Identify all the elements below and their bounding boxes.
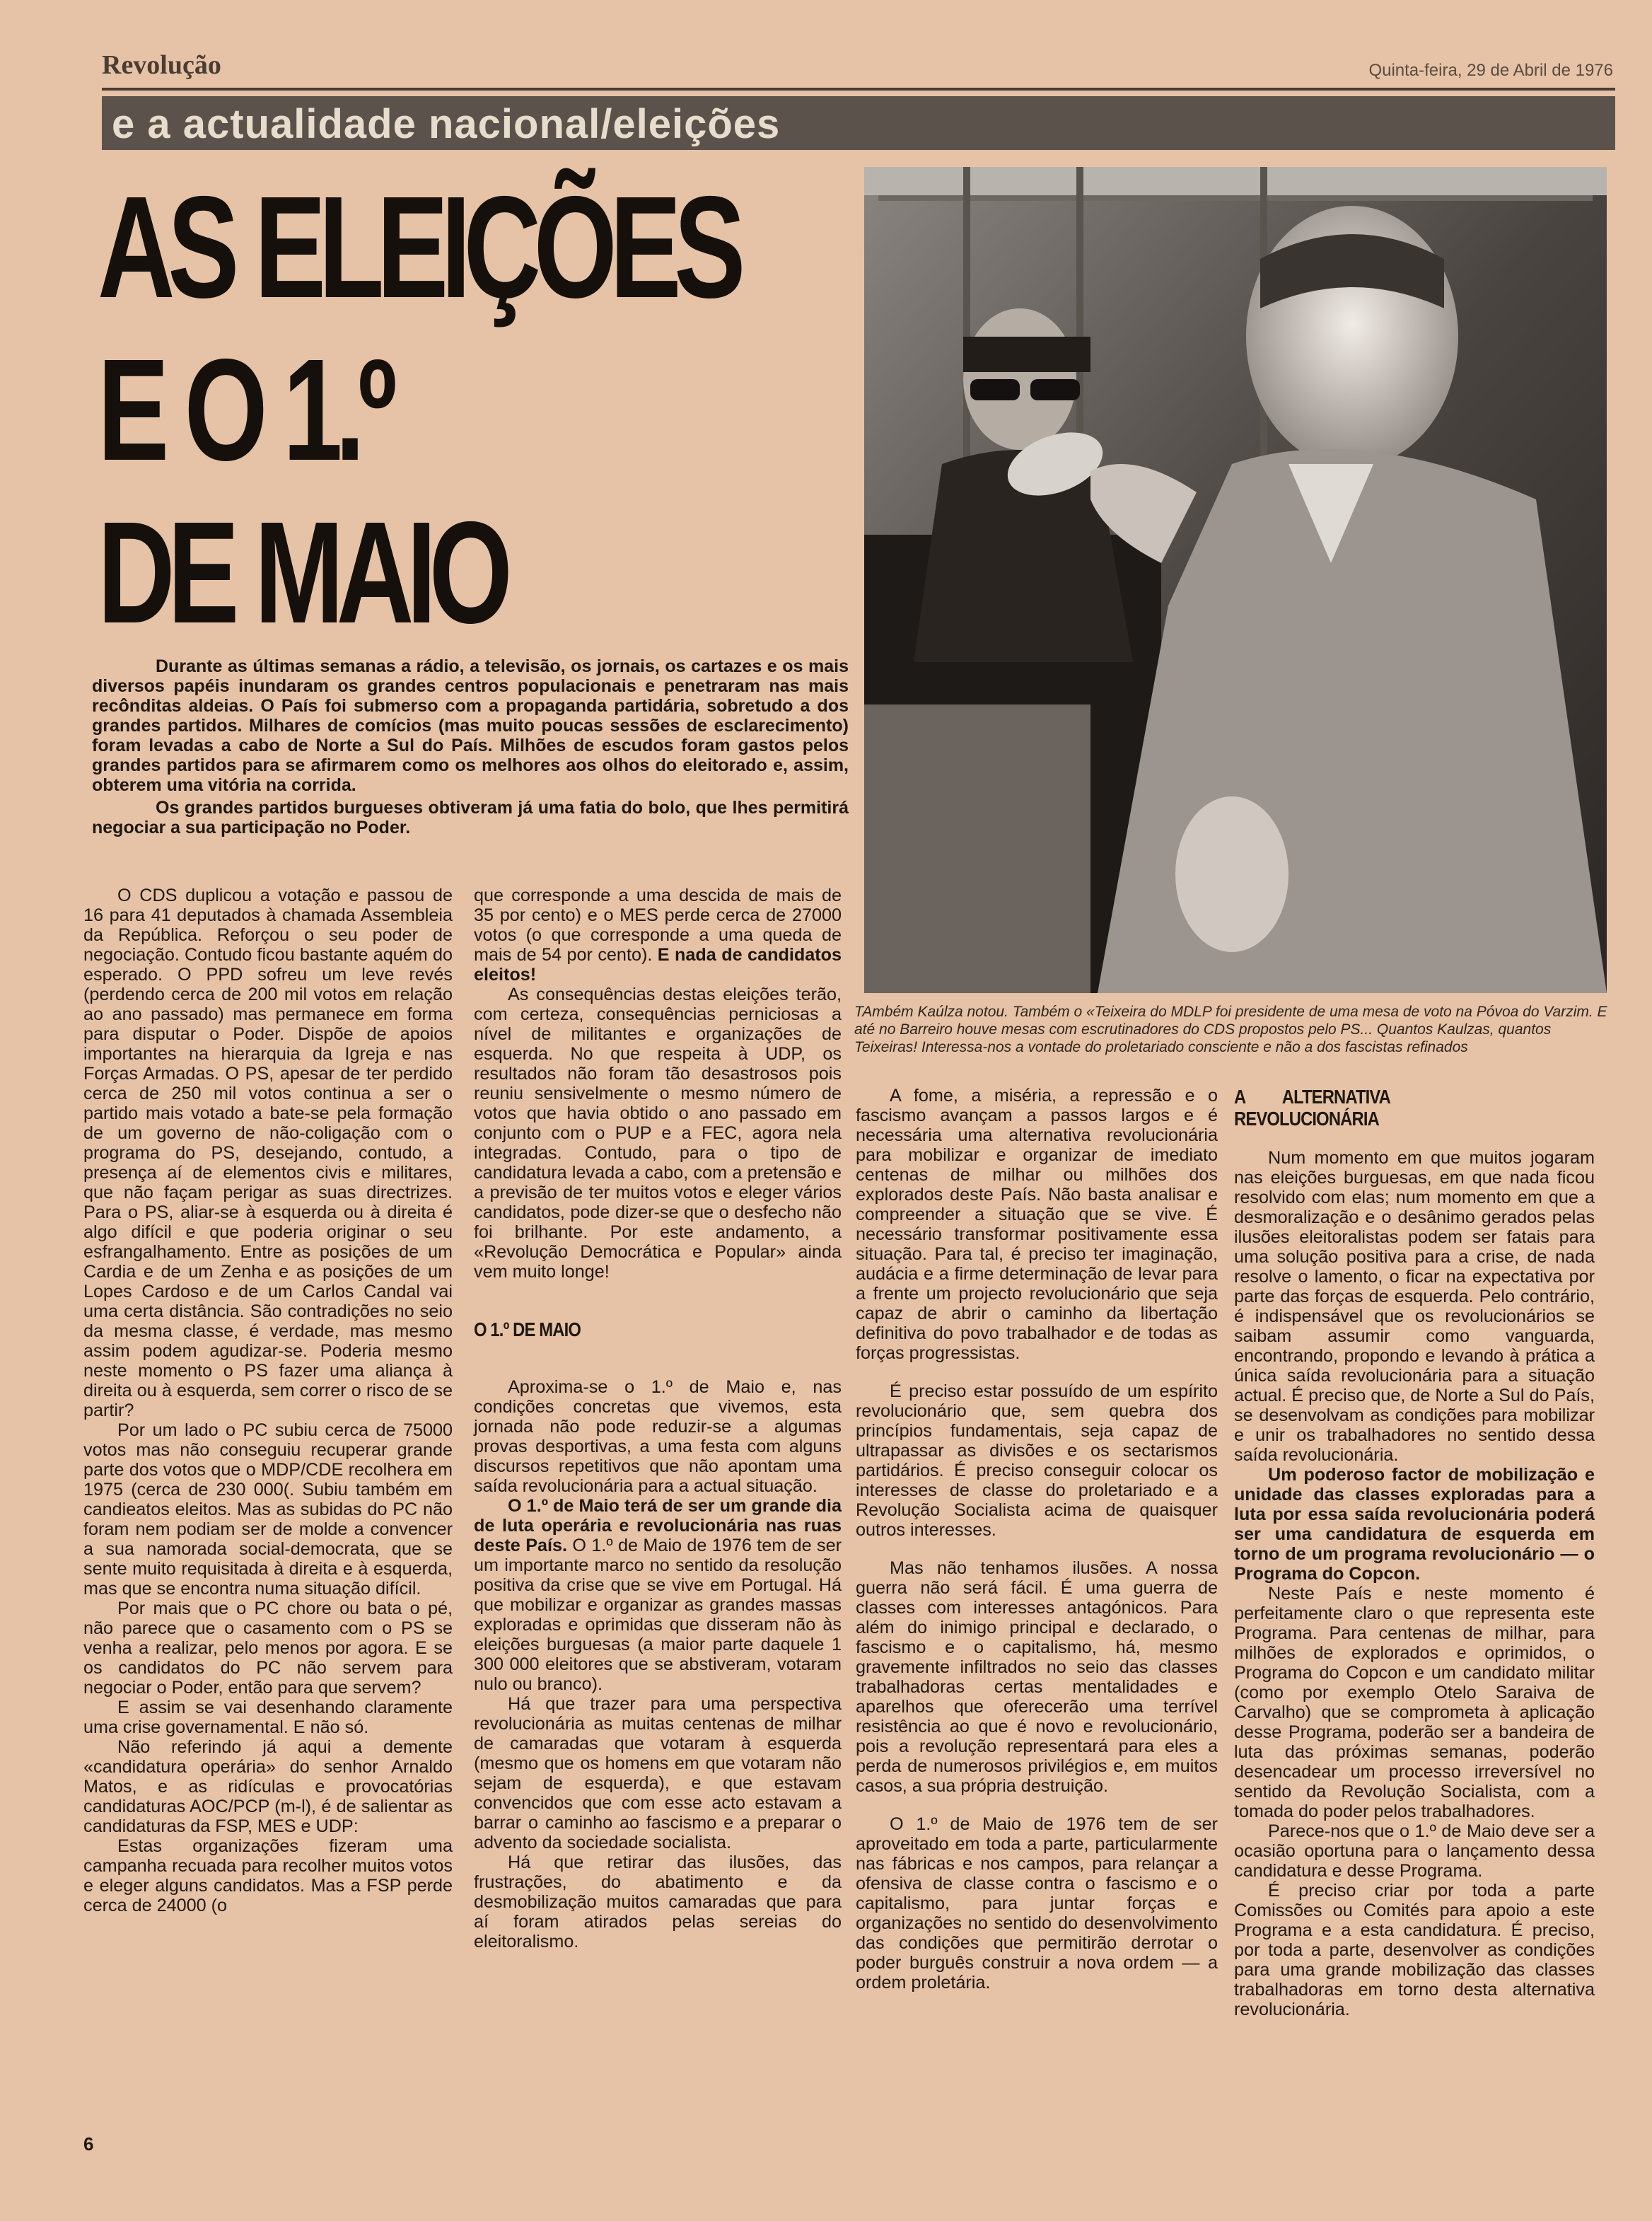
emphasis-text: E nada de candidatos eleitos!: [474, 945, 842, 985]
paragraph: Estas organizações fizeram uma campanha recuada para recolher muitos votos e eleger alguns candidatos. Mas a FSP perde cerca de 24000 (o: [83, 1836, 453, 1915]
headline-line-2: E O 1.º: [98, 329, 390, 491]
paragraph: E assim se vai desenhando claramente uma crise governamental. E não só.: [83, 1698, 453, 1737]
issue-date: Quinta-feira, 29 de Abril de 1976: [1368, 61, 1613, 80]
paragraph-text: O 1.º de Maio de 1976 tem de ser um importante marco no sentido da resolução positiva da crise que se vive em Portugal. Há que mobilizar e organizar as grandes massas exploradas e oprimidas que disseram não às eleições burguesas (a maior parte daquele 1 300 000 eleitores que se abstiveram, votaram nulo ou branco).: [474, 1536, 842, 1694]
page-number: 6: [83, 2133, 94, 2155]
lead-paragraph: Durante as últimas semanas a rádio, a televisão, os jornais, os cartazes e os mais diversos papéis inundaram os grandes centros populacionais e penetraram nas mais recônditas aldeias. O País foi submerso com a propaganda partidária, sobretudo a dos grandes partidos. Milhares de comícios (mas muito poucas sessões de esclarecimento) foram levadas a cabo de Norte a Sul do País. Milhões de escudos foram gastos pelos grandes partidos para se afirmarem como os melhores aos olhos do eleitorado e, assim, obterem uma vitória na corrida.: [92, 656, 849, 795]
paragraph: As consequências destas eleições terão, com certeza, consequências perniciosas a nível de militantes e organizações de esquerda. No que respeita à UDP, os resultados não foram tão desastrosos pois reuniu sensivelmente o mesmo número de votos que havia obtido o ano passado em conjunto com o PUP e a FEC, agora nela integradas. Contudo, para o tipo de candidatura levada a cabo, com a pretensão e a previsão de ter muitos votos e eleger vários candidatos, pode dizer-se que o desfecho não foi brilhante. Por este andamento, a «Revolução Democrática e Popular» ainda vem muito longe!: [474, 985, 842, 1282]
section-banner: [102, 96, 1615, 150]
header-rule: [102, 88, 1615, 91]
subheading-1-maio: O 1.º DE MAIO: [474, 1318, 581, 1340]
paragraph: Num momento em que muitos jogaram nas eleições burguesas, em que nada ficou resolvido com elas; num momento em que a desmoralização e o desânimo gerados pelas ilusões eleitoralistas podem ser fatais para uma solução positiva para a crise, de nada resolve o lamento, o ficar na expectativa por parte das forças de esquerda. Pelo contrário, é indispensável que os revolucionários se saibam assumir como vanguarda, encontrando, propondo e levando à prática a única saída revolucionária para a situação actual. É preciso que, de Norte a Sul do País, se desenvolvam as condições para mobilizar e unir os trabalhadores no sentido dessa saída revolucionária.: [1234, 1148, 1595, 1465]
news-photo: [864, 167, 1607, 993]
masthead-title: Revolução: [102, 50, 221, 80]
headline-line-3: DE MAIO: [98, 492, 506, 654]
article-column-4: [1234, 1086, 1595, 2019]
paragraph: Não referindo já aqui a demente «candidatura operária» do senhor Arnaldo Matos, e as ridículas e provocatórias candidaturas AOC/PCP (m-l), é de salientar as candidaturas da FSP, MES e UDP:: [83, 1737, 453, 1836]
headline-line-1: AS ELEIÇÕES: [98, 166, 739, 328]
paragraph: Neste País e neste momento é perfeitamente claro o que representa este Programa. Para centenas de milhar, para milhões de explorados e oprimidos, o Programa do Copcon e um candidato militar (como por exemplo Otelo Saraiva de Carvalho) que se comprometa à aplicação desse Programa, poderão ser a bandeira de luta das próximas semanas, poderão desencadear um processo irreversível no sentido da Revolução Socialista, com a tomada do poder pelos trabalhadores.: [1234, 1584, 1595, 1821]
lead-paragraph: Os grandes partidos burgueses obtiveram já uma fatia do bolo, que lhes permitirá negociar a sua participação no Poder.: [92, 798, 849, 837]
subheading-alternativa: A ALTERNATIVA REVOLUCIONÁRIA: [1234, 1086, 1390, 1130]
paragraph: Há que trazer para uma perspectiva revolucionária as muitas centenas de milhar de camaradas que votaram à esquerda (mesmo que os homens em que votaram não sejam de esquerda), e que estavam convencidos que com esse acto estavam a barrar o caminho ao fascismo e a preparar o advento da sociedade socialista.: [474, 1694, 842, 1852]
paragraph: É preciso criar por toda a parte Comissões ou Comités para apoio a este Programa e a esta candidatura. É preciso, por toda a parte, desenvolver as condições para uma grande mobilização das classes trabalhadoras em torno desta alternativa revolucionária.: [1234, 1881, 1595, 2019]
paragraph: Aproxima-se o 1.º de Maio e, nas condições concretas que vivemos, esta jornada não pode reduzir-se a algumas provas desportivas, a uma festa com alguns discursos repetitivos que não apontam uma saída revolucionária para a actual situação.: [474, 1377, 842, 1496]
photo-caption: TAmbém Kaúlza notou. Também o «Teixeira do MDLP foi presidente de uma mesa de voto na Póvoa do Varzim. E até no Barreiro houve mesas com escrutinadores do CDS propostos pelo PS... Quantos Kaulzas, quantos Teixeiras! Interessa-nos a vontade do proletariado consciente e não a dos fascistas refinados: [854, 1004, 1607, 1055]
photo-voting-scene: [864, 167, 1607, 993]
emphasis-text: Um poderoso factor de mobilização e unidade das classes exploradas para a luta por essa saída revolucionária poderá ser uma candidatura de esquerda em torno de um programa revolucionário — o Programa do Copcon.: [1234, 1465, 1595, 1584]
paragraph: Mas não tenhamos ilusões. A nossa guerra não será fácil. É uma guerra de classes com interesses antagónicos. Para além do inimigo principal e declarado, o fascismo e o capitalismo, há, mesmo gravemente infiltrados no seio das classes trabalhadoras certas mentalidades e aparelhos que oferecerão uma terrível resistência ao que é novo e revolucionário, pois a revolução representará para eles a perda de numerosos privilégios e, em muitos casos, a sua própria destruição.: [856, 1558, 1218, 1796]
paragraph: A fome, a miséria, a repressão e o fascismo avançam a passos largos e é necessária uma alternativa revolucionária para mobilizar e organizar de imediato centenas de milhar ou milhões dos explorados deste País. Não basta analisar e compreender a situação que se vive. É necessário transformar positivamente essa situação. Para tal, é preciso ter imaginação, audácia e a firme determinação de levar para a frente um projecto revolucionário que seja capaz de abrir o caminho da libertação definitiva do povo trabalhador e de todas as forças progressistas.: [856, 1086, 1218, 1363]
paragraph: Há que retirar das ilusões, das frustrações, do abatimento e da desmobilização muitos camaradas que para aí foram atirados pelas sereias do eleitoralismo.: [474, 1852, 842, 1952]
emphasis-text: O 1.º de Maio terá de ser um grande dia de luta operária e revolucionária nas ruas deste País.: [474, 1496, 842, 1555]
paragraph: [1234, 1465, 1595, 1584]
paragraph: O CDS duplicou a votação e passou de 16 para 41 deputados à chamada Assembleia da República. Reforçou o seu poder de negociação. Contudo ficou bastante aquém do esperado. O PPD sofreu um leve revés (perdendo cerca de 200 mil votos em relação ao ano passado) mas permanece em forma para disputar o Poder. Dispõe de apoios importantes na hierarquia da Igreja e nas Forças Armadas. O PS, apesar de ter perdido cerca de 250 mil votos continua a ser o partido mais votado a bate-se pela formação de um governo de não-coligação com o programa do PS, desejando, contudo, a presença aí de elementos civis e militares, que não façam perigar as suas directrizes. Para o PS, aliar-se à esquerda ou à direita é algo difícil e que poderia originar o seu esfrangalhamento. Entre as posições de um Cardia e de um Zenha e as posições de um Lopes Cardoso e de um Carlos Candal vai uma certa distância. São contradições no seio da mesma classe, é verdade, mas mesmo assim podem agudizar-se. Poderia mesmo neste momento o PS fazer uma aliança à direita ou à esquerda, sem correr o risco de se partir?: [83, 886, 453, 1420]
paragraph: Por mais que o PC chore ou bata o pé, não parece que o casamento com o PS se venha a realizar, pelo menos por agora. E se os candidatos do PC não servem para negociar o Poder, então para que servem?: [83, 1599, 453, 1698]
paragraph: O 1.º de Maio de 1976 tem de ser aproveitado em toda a parte, particularmente nas fábricas e nos campos, para relançar a ofensiva de classe contra o fascismo e o capitalismo, para juntar forças e organizações no sentido do desenvolvimento das condições que permitirão derrotar o poder burguês construir a nova ordem — a ordem proletária.: [856, 1814, 1218, 1993]
section-title: e a actualidade nacional/eleições: [112, 101, 781, 147]
paragraph: É preciso estar possuído de um espírito revolucionário que, sem quebra dos princípios fundamentais, seja capaz de ultrapassar as divisões e os sectarismos partidários. É preciso conseguir colocar os interesses de classe do proletariado e a Revolução Socialista acima de quaisquer outros interesses.: [856, 1381, 1218, 1540]
article-column-1: [83, 886, 453, 1915]
paragraph: [474, 886, 842, 985]
headline: [98, 166, 854, 654]
paragraph-text: que corresponde a uma descida de mais de 35 por cento) e o MES perde cerca de 27000 votos (o que corresponde a uma queda de mais de 54 por cento).: [474, 886, 842, 965]
article-column-2: [474, 886, 842, 1952]
article-column-3: [856, 1086, 1218, 1993]
lead-paragraphs: [92, 656, 849, 840]
paragraph: Por um lado o PC subiu cerca de 75000 votos mas não conseguiu recuperar grande parte dos votos que o MDP/CDE recolhera em 1975 (cerca de 230 000(. Subiu também em candieatos eleitos. Mas as subidas do PC não foram nem podiam ser de molde a convencer a sua namorada social-democrata, que se sente muito requisitada à direita e à esquerda, mas que se encontra numa situação difícil.: [83, 1420, 453, 1599]
paragraph: [474, 1496, 842, 1694]
paragraph: Parece-nos que o 1.º de Maio deve ser a ocasião oportuna para o lançamento dessa candidatura e desse Programa.: [1234, 1821, 1595, 1881]
